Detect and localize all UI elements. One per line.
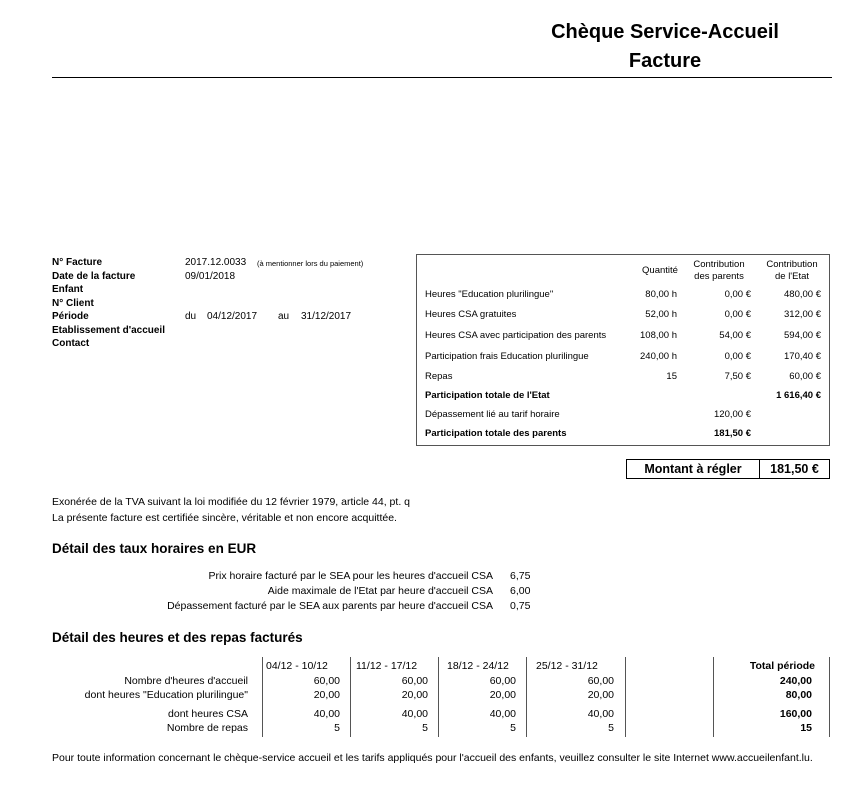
period-from-value: 04/12/2017 xyxy=(207,311,258,322)
header-state-line2: de l'Etat xyxy=(774,271,810,282)
column-divider xyxy=(625,657,626,737)
detail-cell: 40,00 xyxy=(489,708,516,720)
rate-label: Dépassement facturé par le SEA aux parents par heure d'accueil CSA xyxy=(167,600,493,612)
parents-total-label: Participation totale des parents xyxy=(425,428,567,439)
detail-total: 240,00 xyxy=(779,675,812,687)
parents-total-value: 181,50 € xyxy=(714,428,751,439)
detail-cell: 20,00 xyxy=(587,689,614,701)
detail-heading: Détail des heures et des repas facturés xyxy=(52,630,303,645)
detail-cell: 5 xyxy=(422,722,428,734)
total-period-header: Total période xyxy=(749,660,815,672)
column-divider xyxy=(526,657,527,737)
child-label: Enfant xyxy=(52,284,84,295)
establishment-label: Etablissement d'accueil xyxy=(52,324,165,336)
week-header: 04/12 - 10/12 xyxy=(266,660,328,672)
summary-row-state: 480,00 € xyxy=(784,289,821,300)
summary-row-label: Participation frais Education plurilingue xyxy=(425,351,589,362)
detail-cell: 60,00 xyxy=(313,675,340,687)
rate-value: 6,00 xyxy=(510,585,531,597)
summary-row-label: Repas xyxy=(425,371,453,382)
detail-cell: 40,00 xyxy=(401,708,428,720)
state-total-label: Participation totale de l'Etat xyxy=(425,390,550,401)
footer-info: Pour toute information concernant le chèque-service accueil et les tarifs appliqués pour l'accueil des enfants, veuillez consulter le site Internet www.accueilenfant.lu. xyxy=(52,752,813,764)
period-label: Période xyxy=(52,311,89,322)
summary-row-label: Heures CSA avec participation des parents xyxy=(425,330,607,341)
summary-row-label: Heures "Education plurilingue" xyxy=(425,289,554,300)
detail-cell: 40,00 xyxy=(313,708,340,720)
detail-row-label: Nombre de repas xyxy=(166,722,248,734)
detail-cell: 5 xyxy=(510,722,516,734)
amount-due-value: 181,50 € xyxy=(770,462,819,476)
period-to-label: au xyxy=(278,311,290,322)
detail-row-label: Nombre d'heures d'accueil xyxy=(124,675,248,687)
invoice-no-label: N° Facture xyxy=(52,257,103,268)
detail-cell: 20,00 xyxy=(401,689,428,701)
summary-row-quantity: 80,00 h xyxy=(645,289,677,300)
header-quantity: Quantité xyxy=(642,265,678,276)
client-no-label: N° Client xyxy=(52,297,94,309)
header-state-line1: Contribution xyxy=(766,259,818,270)
detail-cell: 20,00 xyxy=(313,689,340,701)
column-divider xyxy=(713,657,714,737)
summary-row-quantity: 15 xyxy=(666,371,677,382)
summary-row-parents: 7,50 € xyxy=(724,371,751,382)
summary-row-parents: 0,00 € xyxy=(724,351,751,362)
document-title xyxy=(500,18,830,76)
detail-cell: 60,00 xyxy=(587,675,614,687)
invoice-no-value: 2017.12.0033 xyxy=(185,257,247,268)
detail-row-label: dont heures CSA xyxy=(168,708,248,720)
detail-cell: 5 xyxy=(334,722,340,734)
summary-row-parents: 54,00 € xyxy=(719,330,751,341)
header-parents xyxy=(687,259,751,283)
column-divider xyxy=(350,657,351,737)
state-total-value: 1 616,40 € xyxy=(776,390,821,401)
rate-value: 0,75 xyxy=(510,600,531,612)
header-parents-line1: Contribution xyxy=(693,259,745,270)
title-divider xyxy=(52,77,832,78)
detail-cell: 20,00 xyxy=(489,689,516,701)
summary-row-quantity: 52,00 h xyxy=(645,309,677,320)
vat-note: Exonérée de la TVA suivant la loi modifiée du 12 février 1979, article 44, pt. q xyxy=(52,496,410,508)
detail-total: 160,00 xyxy=(779,708,812,720)
week-header: 25/12 - 31/12 xyxy=(536,660,598,672)
period-to-value: 31/12/2017 xyxy=(301,311,352,322)
detail-row-label: dont heures "Education plurilingue" xyxy=(84,689,248,701)
header-state xyxy=(757,259,827,283)
invoice-date-label: Date de la facture xyxy=(52,270,136,282)
summary-row-quantity: 108,00 h xyxy=(640,330,677,341)
detail-cell: 60,00 xyxy=(401,675,428,687)
summary-row-label: Heures CSA gratuites xyxy=(425,309,517,320)
contribution-summary-table xyxy=(416,254,830,446)
rate-value: 6,75 xyxy=(510,570,531,582)
hourly-rates-heading: Détail des taux horaires en EUR xyxy=(52,541,257,556)
detail-total: 15 xyxy=(800,722,812,734)
week-header: 11/12 - 17/12 xyxy=(356,660,418,672)
summary-row-state: 594,00 € xyxy=(784,330,821,341)
amount-due-label: Montant à régler xyxy=(627,460,760,478)
invoice-date-value: 09/01/2018 xyxy=(185,270,236,282)
detail-cell: 5 xyxy=(608,722,614,734)
column-divider xyxy=(829,657,830,737)
period-from-label: du xyxy=(185,311,197,322)
summary-row-state: 60,00 € xyxy=(789,371,821,382)
summary-row-state: 170,40 € xyxy=(784,351,821,362)
title-line-2: Facture xyxy=(628,50,702,72)
contact-label: Contact xyxy=(52,338,90,349)
detail-total: 80,00 xyxy=(785,689,812,701)
certified-note: La présente facture est certifiée sincère, véritable et non encore acquittée. xyxy=(52,512,397,524)
detail-cell: 40,00 xyxy=(587,708,614,720)
overrun-label: Dépassement lié au tarif horaire xyxy=(425,409,560,420)
detail-cell: 60,00 xyxy=(489,675,516,687)
detail-table xyxy=(52,657,830,737)
summary-row-quantity: 240,00 h xyxy=(640,351,677,362)
column-divider xyxy=(262,657,263,737)
amount-due-box xyxy=(626,459,830,479)
summary-row-parents: 0,00 € xyxy=(724,309,751,320)
header-parents-line2: des parents xyxy=(694,271,744,282)
invoice-no-note: (à mentionner lors du paiement) xyxy=(257,259,364,268)
title-line-1: Chèque Service-Accueil xyxy=(551,21,779,43)
summary-row-parents: 0,00 € xyxy=(724,289,751,300)
summary-row-state: 312,00 € xyxy=(784,309,821,320)
week-header: 18/12 - 24/12 xyxy=(447,660,509,672)
rate-label: Prix horaire facturé par le SEA pour les heures d'accueil CSA xyxy=(208,570,493,582)
column-divider xyxy=(438,657,439,737)
overrun-value: 120,00 € xyxy=(714,409,751,420)
rate-label: Aide maximale de l'Etat par heure d'accueil CSA xyxy=(267,585,493,597)
